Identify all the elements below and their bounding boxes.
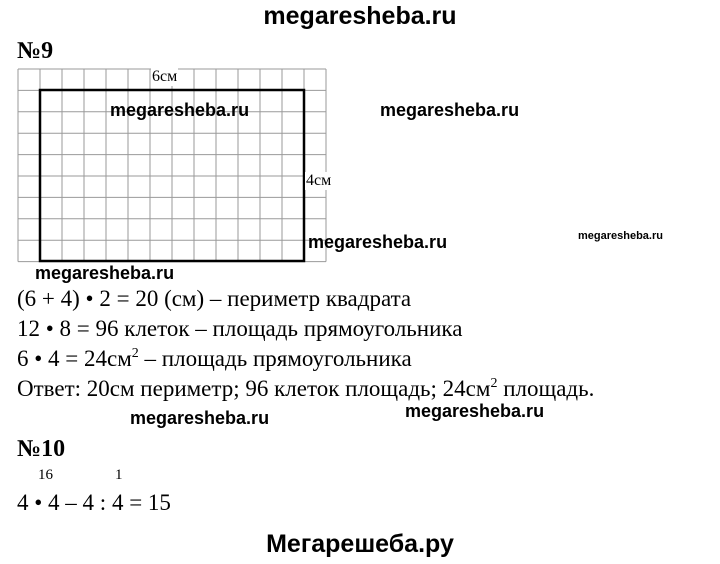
answer-line: Ответ: 20см периметр; 96 клеток площадь; $24см^2$ площадь. bbox=[17, 376, 595, 401]
watermark: megaresheba.ru bbox=[130, 408, 270, 428]
site-footer: Мегарешеба.ру bbox=[266, 530, 454, 558]
task-10-number: №10 bbox=[17, 436, 66, 462]
task-9-number: №9 bbox=[17, 38, 54, 64]
watermark: megaresheba.ru bbox=[308, 232, 448, 252]
width-label: 6см bbox=[152, 68, 178, 85]
hint-first-product: 16 bbox=[38, 467, 53, 483]
watermark: megaresheba.ru bbox=[380, 100, 520, 120]
height-label: 4см bbox=[306, 172, 332, 189]
hint-second-quotient: 1 bbox=[115, 467, 123, 483]
watermark: megaresheba.ru bbox=[578, 230, 663, 242]
perimeter-line: (6 + 4) • 2 = 20 (см) – периметр квадрата bbox=[17, 286, 412, 311]
area-cells-line: 12 • 8 = 96 клеток – площадь прямоугольника bbox=[17, 316, 463, 341]
site-header: megaresheba.ru bbox=[263, 2, 457, 30]
area-cm-line: 6 • $4 = 24см^2$ – площадь прямоугольника bbox=[17, 346, 412, 371]
grid-lines bbox=[18, 69, 326, 262]
equation-line: 4 • 4 – 4 : 4 = 15 bbox=[17, 490, 171, 515]
watermark: megaresheba.ru bbox=[405, 401, 545, 421]
watermark: megaresheba.ru bbox=[110, 100, 250, 120]
watermark: megaresheba.ru bbox=[35, 263, 175, 283]
